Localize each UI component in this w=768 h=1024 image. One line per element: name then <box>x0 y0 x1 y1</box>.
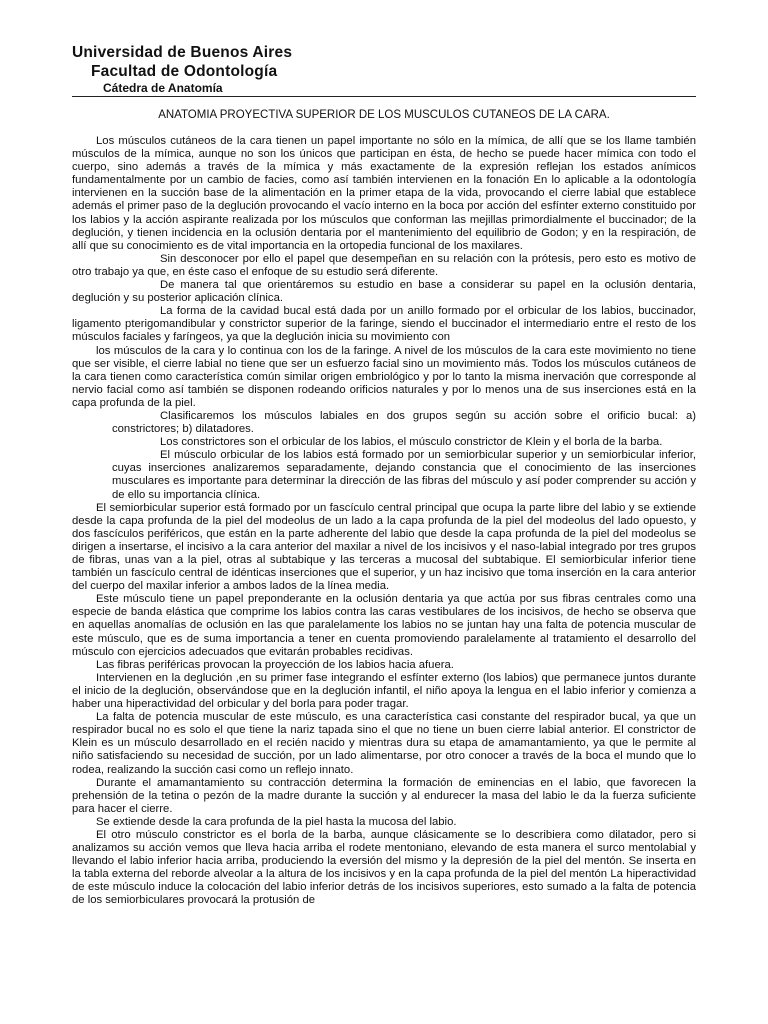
paragraph: El músculo orbicular de los labios está formado por un semiorbicular superior y un semiorbicular inferior, cuyas inserciones analizaremos separadamente, dejando constancia que el conocimiento de las inserciones musculares es importante para determinar la dirección de las fibras del músculo y así poder comprender su acción y de ello su importancia clínica. <box>112 449 696 501</box>
paragraph: Clasificaremos los músculos labiales en dos grupos según su acción sobre el orificio bucal: a) constrictores; b) dilatadores. <box>112 409 696 436</box>
paragraph: los músculos de la cara y lo continua con los de la faringe. A nivel de los músculos de la cara este movimiento no tiene que ser visible, el cierre labial no tiene que ser un esfuerzo facial sino un movimiento más. Todos los músculos cutáneos de la cara tienen como característica común similar origen embriológico y por lo tanto la misma inervación que corresponde al nervio facial como así también se disponen rodeando orificios naturales y por lo menos una de sus inserciones está en la capa profunda de la piel. <box>72 344 696 409</box>
document-title: ANATOMIA PROYECTIVA SUPERIOR DE LOS MUSCULOS CUTANEOS DE LA CARA. <box>158 109 610 121</box>
paragraph: Intervienen en la deglución ,en su primer fase integrando el esfínter externo (los labios) que permanece juntos durante el inicio de la deglución, observándose que en la deglución infantil, el niño apoya la lengua en el labio inferior y comienza a haber una hiperactividad del orbicular y del borla para poder tragar. <box>72 671 696 711</box>
chair-name: Cátedra de Anatomía <box>103 81 223 95</box>
faculty-name: Facultad de Odontología <box>91 63 278 80</box>
paragraph: Los constrictores son el orbicular de los labios, el músculo constrictor de Klein y el borla de la barba. <box>160 436 663 449</box>
paragraph: Este músculo tiene un papel preponderante en la oclusión dentaria ya que actúa por sus fibras centrales como una especie de banda elástica que comprime los labios contra las caras vestibulares de los incisivos, de hecho se observa que en aquellas anomalías de oclusión en las que paralelamente los labios no se juntan hay una falta de potencia muscular de este músculo, que es de suma importancia a tener en cuenta promoviendo paralelamente al tratamiento el desarrollo del músculo con ejercicios adecuados que evitarán probables recidivas. <box>72 593 696 658</box>
paragraph: El semiorbicular superior está formado por un fascículo central principal que ocupa la parte libre del labio y se extiende desde la capa profunda de la piel del modeolus de un lado a la capa profunda de la piel del modeolus del lado opuesto, y dos fascículos periféricos, que están en la parte adherente del labio que desde la capa profunda de la piel del modeolus se dirigen a insertarse, el incisivo a la cara anterior del maxilar a nivel de los incisivos y el naso-labial integrado por tres grupos de fibras, unas van a la piel, otras al subtabique y las terceras a mucosal del subtabique. El semiorbicular inferior tiene también un fascículo central de idénticas inserciones que el superior, y un haz incisivo que toma inserción en la cara anterior del cuerpo del maxilar inferior a ambos lados de la línea media. <box>72 501 696 593</box>
paragraph: Sin desconocer por ello el papel que desempeñan en su relación con la prótesis, pero esto es motivo de otro trabajo ya que, en éste caso el enfoque de su estudio será diferente. <box>72 252 696 278</box>
paragraph: De manera tal que orientáremos su estudio en base a considerar su papel en la oclusión dentaria, deglución y su posterior aplicación clínica. <box>72 279 696 305</box>
document-header <box>72 43 696 96</box>
paragraph: Se extiende desde la cara profunda de la piel hasta la mucosa del labio. <box>96 815 457 828</box>
paragraph: La forma de la cavidad bucal está dada por un anillo formado por el orbicular de los labios, buccinador, ligamento pterigomandibular y constrictor superior de la faringe, siendo el buccinador el intermediario entre el resto de los músculos faciales y faríngeos, ya que la deglución inicia su movimiento con <box>72 305 696 344</box>
university-name: Universidad de Buenos Aires <box>72 44 293 61</box>
paragraph: Los músculos cutáneos de la cara tienen un papel importante no sólo en la mímica, de allí que se los llame también músculos de la mímica, aunque no son los únicos que participan en ésta, de hecho se puede hacer mímica con todo el cuerpo, sino además a través de la mímica y más exactamente de la expresión reflejan los estados anímicos fundamentalmente por un cambio de facies, como así también intervienen en la fonación En lo aplicable a la odontología intervienen en la succión base de la alimentación en la primer etapa de la vida, provocando el cierre labial que establece además el primer paso de la deglución provocando el vacío interno en la boca por acción del esfínter externo constituido por los labios y la acción aspirante realizada por los músculos que conforman las mejillas primordialmente el buccinador; de la deglución, y tienen incidencia en la oclusión dentaria por el mantenimiento del equilibrio de Godon; y en la respiración, de allí que su conocimiento es de vital importancia en la ortopedia funcional de los maxilares. <box>72 135 696 252</box>
header-divider <box>72 96 696 97</box>
paragraph: El otro músculo constrictor es el borla de la barba, aunque clásicamente se lo describiera como dilatador, pero si analizamos su acción vemos que lleva hacia arriba el rodete mentoniano, elevando de esta manera el surco mentolabial y llevando el labio inferior hacia arriba, produciendo la eversión del mismo y la depresión de la piel del mentón. Se inserta en la tabla externa del reborde alveolar a la altura de los incisivos y en la capa profunda de la piel del mentón La hiperactividad de este músculo induce la colocación del labio inferior detrás de los incisivos superiores, esto sumado a la falta de potencia de los semiorbiculares provocará la protusión de <box>72 828 696 907</box>
paragraph: Durante el amamantamiento su contracción determina la formación de eminencias en el labio, que favorecen la prehensión de la tetina o pezón de la madre durante la succión y al endurecer la masa del labio le da la fuerza suficiente para hacer el cierre. <box>72 776 696 815</box>
paragraph: Las fibras periféricas provocan la proyección de los labios hacia afuera. <box>96 658 454 671</box>
paragraph: La falta de potencia muscular de este músculo, es una característica casi constante del respirador bucal, ya que un respirador bucal no es solo el que tiene la nariz tapada sino el que no tiene un buen cierre labial anterior. El constrictor de Klein es un músculo desarrollado en el recién nacido y mientras dura su etapa de amamantamiento, ya que le permite al niño satisfaciendo su necesidad de succión, por un lado alimentarse, por otro conocer a través de la boca el mundo que lo rodea, realizando la succión casi como un reflejo innato. <box>72 711 696 776</box>
document-body <box>72 135 696 908</box>
